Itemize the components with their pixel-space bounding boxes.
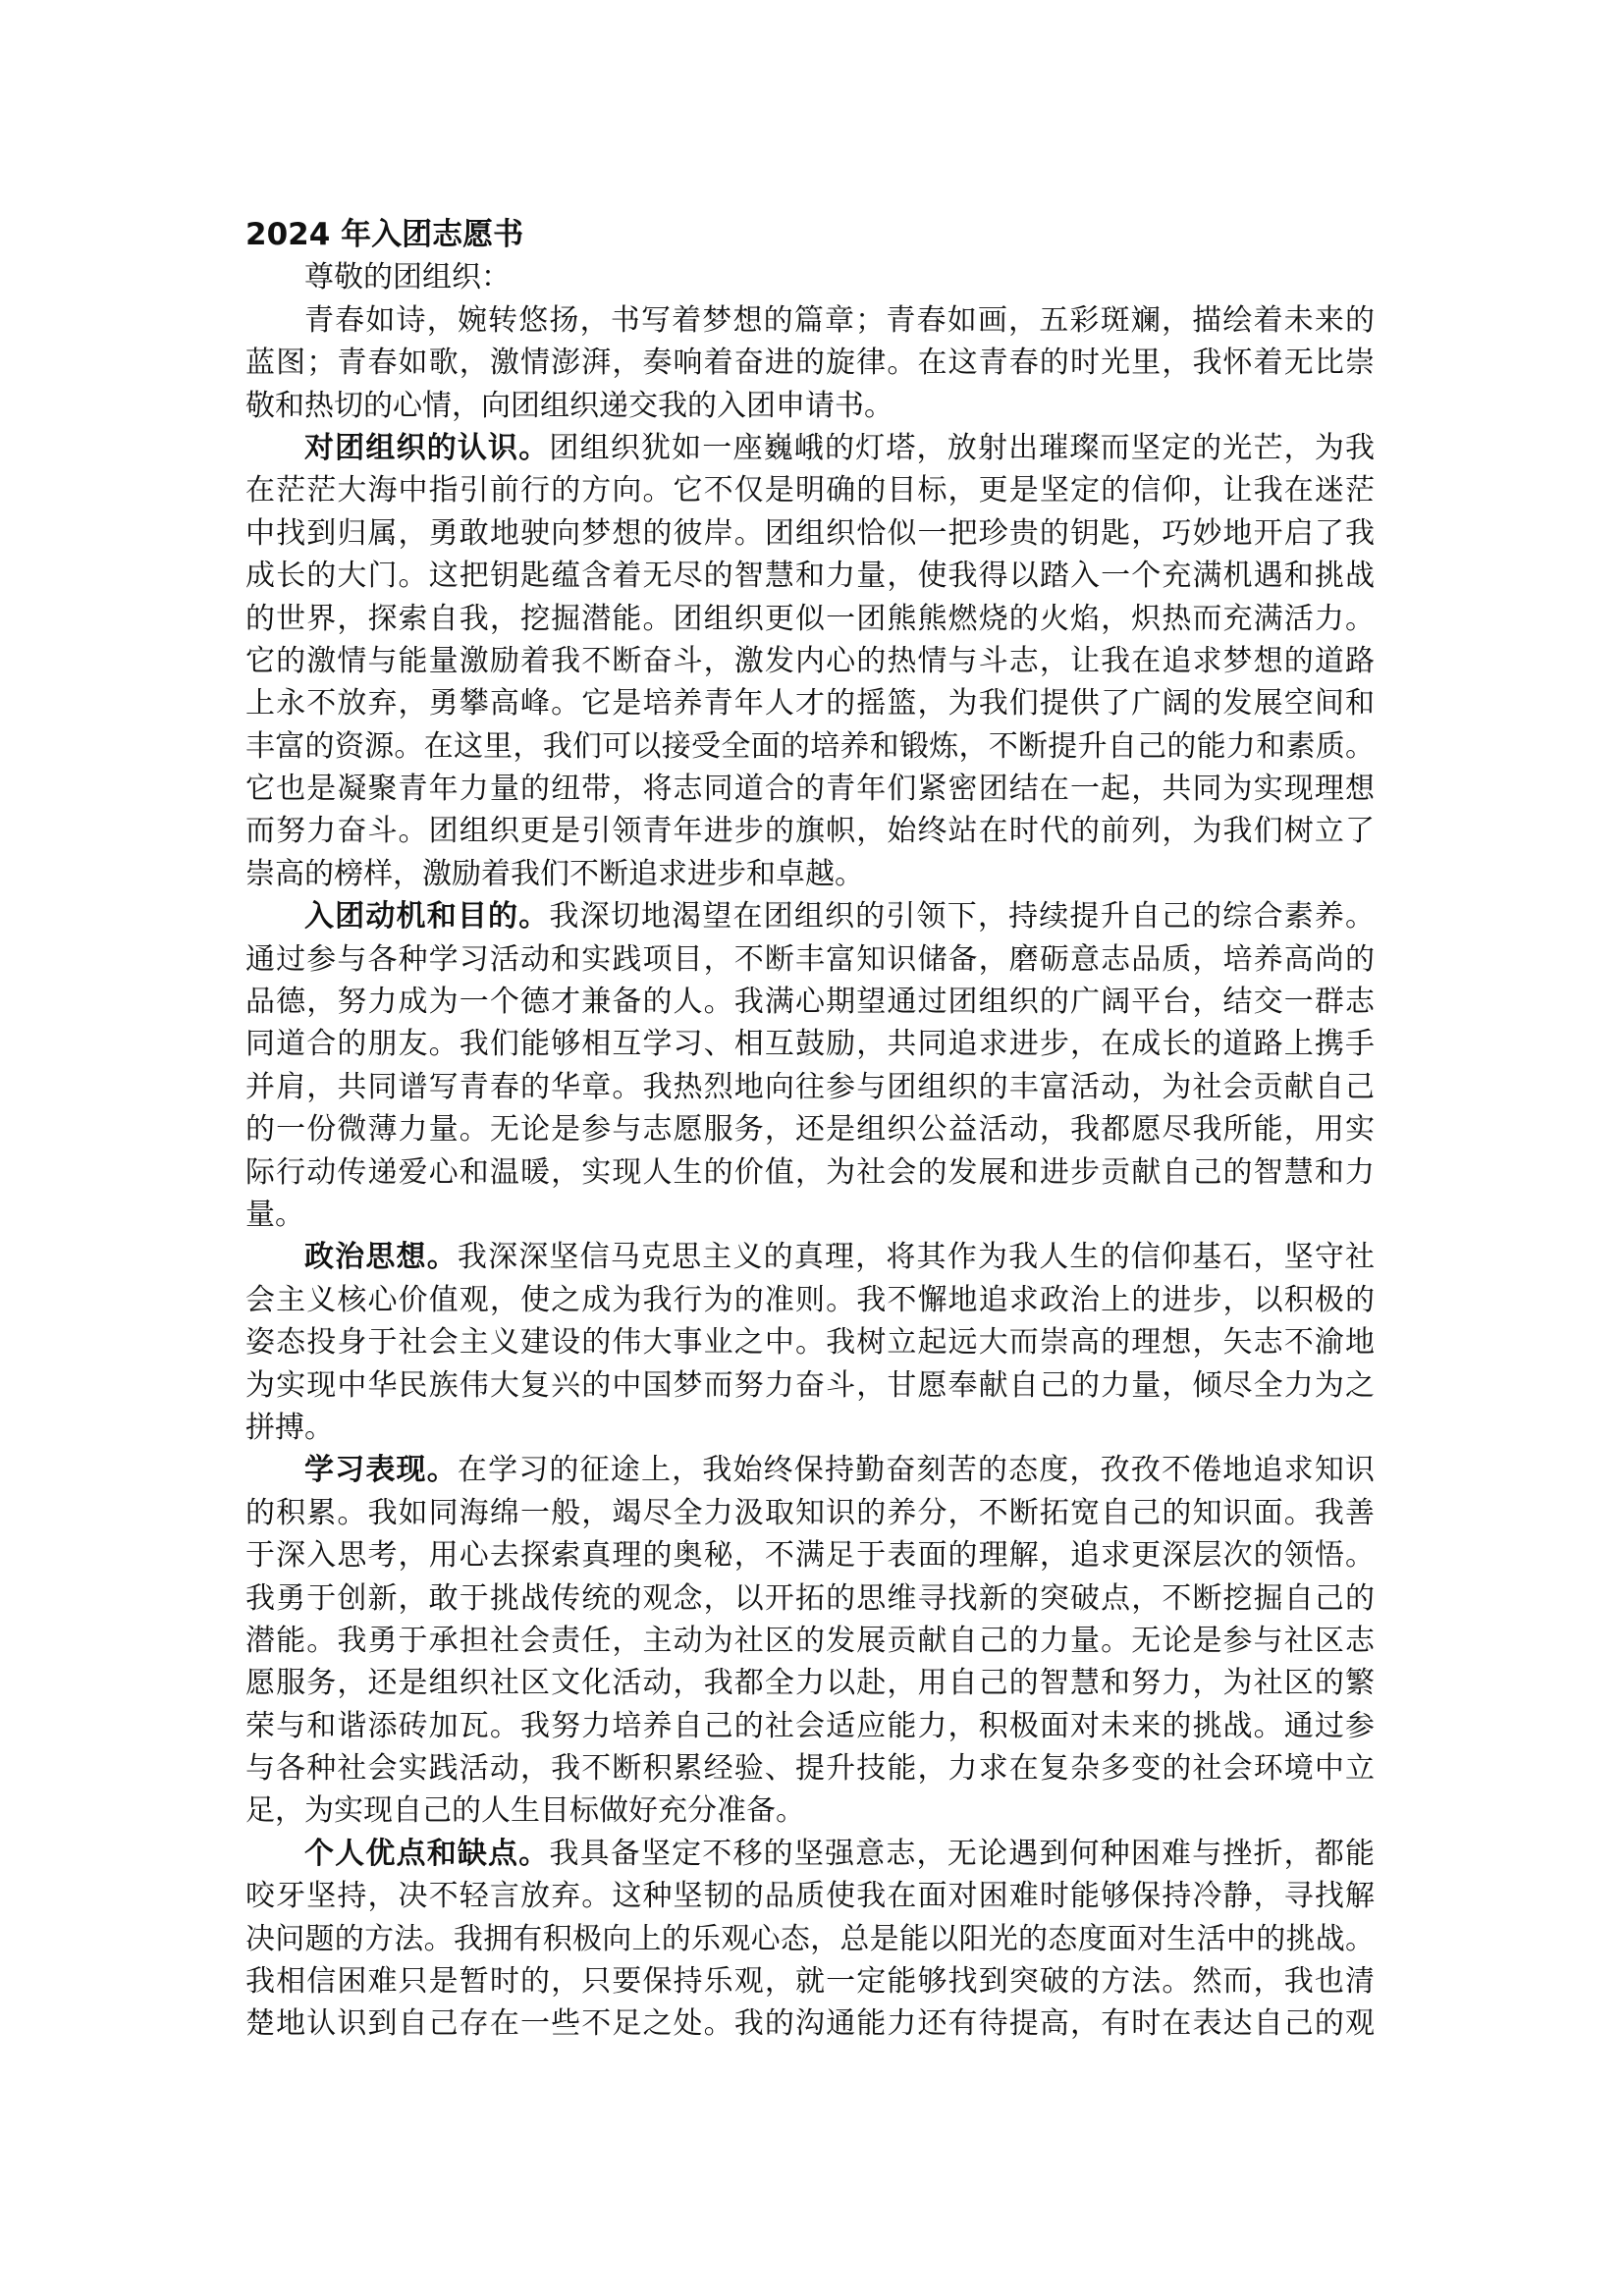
paragraph-line: 我勇于创新，敢于挑战传统的观念，以开拓的思维寻找新的突破点，不断挖掘自己的 [245, 1580, 1375, 1616]
paragraph-text: 我深深坚信马克思主义的真理，将其作为我人生的信仰基石，坚守社 [457, 1240, 1376, 1275]
paragraph-line: 拼搏。 [245, 1410, 334, 1445]
paragraph-line: 愿服务，还是组织社区文化活动，我都全力以赴，用自己的智慧和努力，为社区的繁 [245, 1666, 1375, 1701]
paragraph-political-thought [245, 1236, 1375, 1449]
paragraph-line: 足，为实现自己的人生目标做好充分准备。 [245, 1793, 805, 1829]
paragraph-line: 会主义核心价值观，使之成为我行为的准则。我不懈地追求政治上的进步，以积极的 [245, 1282, 1375, 1317]
paragraph-line: 同道合的朋友。我们能够相互学习、相互鼓励，共同追求进步，在成长的道路上携手 [245, 1027, 1375, 1062]
paragraph-first-line [245, 1236, 1375, 1278]
paragraph-line: 的世界，探索自我，挖掘潜能。团组织更似一团熊熊燃烧的火焰，炽热而充满活力。 [245, 601, 1375, 636]
paragraph-line: 楚地认识到自己存在一些不足之处。我的沟通能力还有待提高，有时在表达自己的观 [245, 2006, 1375, 2042]
paragraph-line: 的一份微薄力量。无论是参与志愿服务，还是组织公益活动，我都愿尽我所能，用实 [245, 1112, 1375, 1148]
paragraph-line: 在茫茫大海中指引前行的方向。它不仅是明确的目标，更是坚定的信仰，让我在迷茫 [245, 473, 1375, 508]
document-title: 2024 年入团志愿书 [245, 217, 524, 252]
paragraph-line: 蓝图；青春如歌，激情澎湃，奏响着奋进的旋律。在这青春的时光里，我怀着无比崇 [245, 346, 1375, 381]
paragraph-line: 并肩，共同谱写青春的华章。我热烈地向往参与团组织的丰富活动，为社会贡献自己 [245, 1069, 1375, 1104]
paragraph-intro [245, 299, 1375, 427]
paragraph-text: 在学习的征途上，我始终保持勤奋刻苦的态度，孜孜不倦地追求知识 [457, 1453, 1376, 1488]
section-heading: 政治思想。 [304, 1240, 458, 1275]
paragraph-text: 我具备坚定不移的坚强意志，无论遇到何种困难与挫折，都能 [549, 1836, 1376, 1871]
paragraph-first-line [245, 427, 1375, 469]
paragraph-line: 丰富的资源。在这里，我们可以接受全面的培养和锻炼，不断提升自己的能力和素质。 [245, 728, 1375, 764]
paragraph-line: 它的激情与能量激励着我不断奋斗，激发内心的热情与斗志，让我在追求梦想的道路 [245, 643, 1375, 678]
section-heading: 入团动机和目的。 [304, 899, 550, 934]
paragraph-line: 姿态投身于社会主义建设的伟大事业之中。我树立起远大而崇高的理想，矢志不渝地 [245, 1325, 1375, 1361]
paragraph-line: 而努力奋斗。团组织更是引领青年进步的旗帜，始终站在时代的前列，为我们树立了 [245, 814, 1375, 849]
paragraph-line: 崇高的榜样，激励着我们不断追求进步和卓越。 [245, 856, 864, 891]
section-heading: 个人优点和缺点。 [304, 1836, 550, 1871]
document-page [245, 214, 1375, 2046]
section-heading: 学习表现。 [304, 1453, 458, 1488]
paragraph-line: 的积累。我如同海绵一般，竭尽全力汲取知识的养分，不断拓宽自己的知识面。我善 [245, 1495, 1375, 1530]
paragraph-line: 青春如诗，婉转悠扬，书写着梦想的篇章；青春如画，五彩斑斓，描绘着未来的 [304, 302, 1375, 338]
paragraph-first-line [245, 1833, 1375, 1875]
paragraph-text: 团组织犹如一座巍峨的灯塔，放射出璀璨而坚定的光芒，为我 [549, 430, 1376, 465]
paragraph-study-performance [245, 1449, 1375, 1833]
paragraph-line: 潜能。我勇于承担社会责任，主动为社区的发展贡献自己的力量。无论是参与社区志 [245, 1623, 1375, 1658]
paragraph-line: 我相信困难只是暂时的，只要保持乐观，就一定能够找到突破的方法。然而，我也清 [245, 1964, 1375, 2000]
paragraph-line: 上永不放弃，勇攀高峰。它是培养青年人才的摇篮，为我们提供了广阔的发展空间和 [245, 686, 1375, 721]
paragraph-line: 敬和热切的心情，向团组织递交我的入团申请书。 [245, 388, 893, 423]
paragraph-first-line [245, 895, 1375, 937]
paragraph-line: 荣与和谐添砖加瓦。我努力培养自己的社会适应能力，积极面对未来的挑战。通过参 [245, 1708, 1375, 1743]
paragraph-first-line [245, 1449, 1375, 1491]
paragraph-understanding-of-league [245, 427, 1375, 895]
salutation: 尊敬的团组织： [304, 260, 511, 295]
paragraph-line: 决问题的方法。我拥有积极向上的乐观心态，总是能以阳光的态度面对生活中的挑战。 [245, 1921, 1375, 1956]
paragraph-text: 我深切地渴望在团组织的引领下，持续提升自己的综合素养。 [549, 899, 1376, 934]
paragraph-line: 品德，努力成为一个德才兼备的人。我满心期望通过团组织的广阔平台，结交一群志 [245, 985, 1375, 1020]
paragraph-line: 它也是凝聚青年力量的纽带，将志同道合的青年们紧密团结在一起，共同为实现理想 [245, 772, 1375, 807]
paragraph-strengths-weaknesses [245, 1833, 1375, 2046]
paragraph-line: 与各种社会实践活动，我不断积累经验、提升技能，力求在复杂多变的社会环境中立 [245, 1751, 1375, 1787]
paragraph-line: 际行动传递爱心和温暖，实现人生的价值，为社会的发展和进步贡献自己的智慧和力 [245, 1154, 1375, 1190]
paragraph-line: 为实现中华民族伟大复兴的中国梦而努力奋斗，甘愿奉献自己的力量，倾尽全力为之 [245, 1367, 1375, 1403]
paragraph-line: 成长的大门。这把钥匙蕴含着无尽的智慧和力量，使我得以踏入一个充满机遇和挑战 [245, 559, 1375, 594]
paragraph-line: 通过参与各种学习活动和实践项目，不断丰富知识储备，磨砺意志品质，培养高尚的 [245, 941, 1375, 977]
paragraph-line: 于深入思考，用心去探索真理的奥秘，不满足于表面的理解，追求更深层次的领悟。 [245, 1538, 1375, 1574]
paragraph-motivation [245, 895, 1375, 1236]
paragraph-line: 咬牙坚持，决不轻言放弃。这种坚韧的品质使我在面对困难时能够保持冷静，寻找解 [245, 1879, 1375, 1914]
section-heading: 对团组织的认识。 [304, 430, 550, 465]
paragraph-line: 中找到归属，勇敢地驶向梦想的彼岸。团组织恰似一把珍贵的钥匙，巧妙地开启了我 [245, 515, 1375, 551]
paragraph-line: 量。 [245, 1197, 304, 1232]
